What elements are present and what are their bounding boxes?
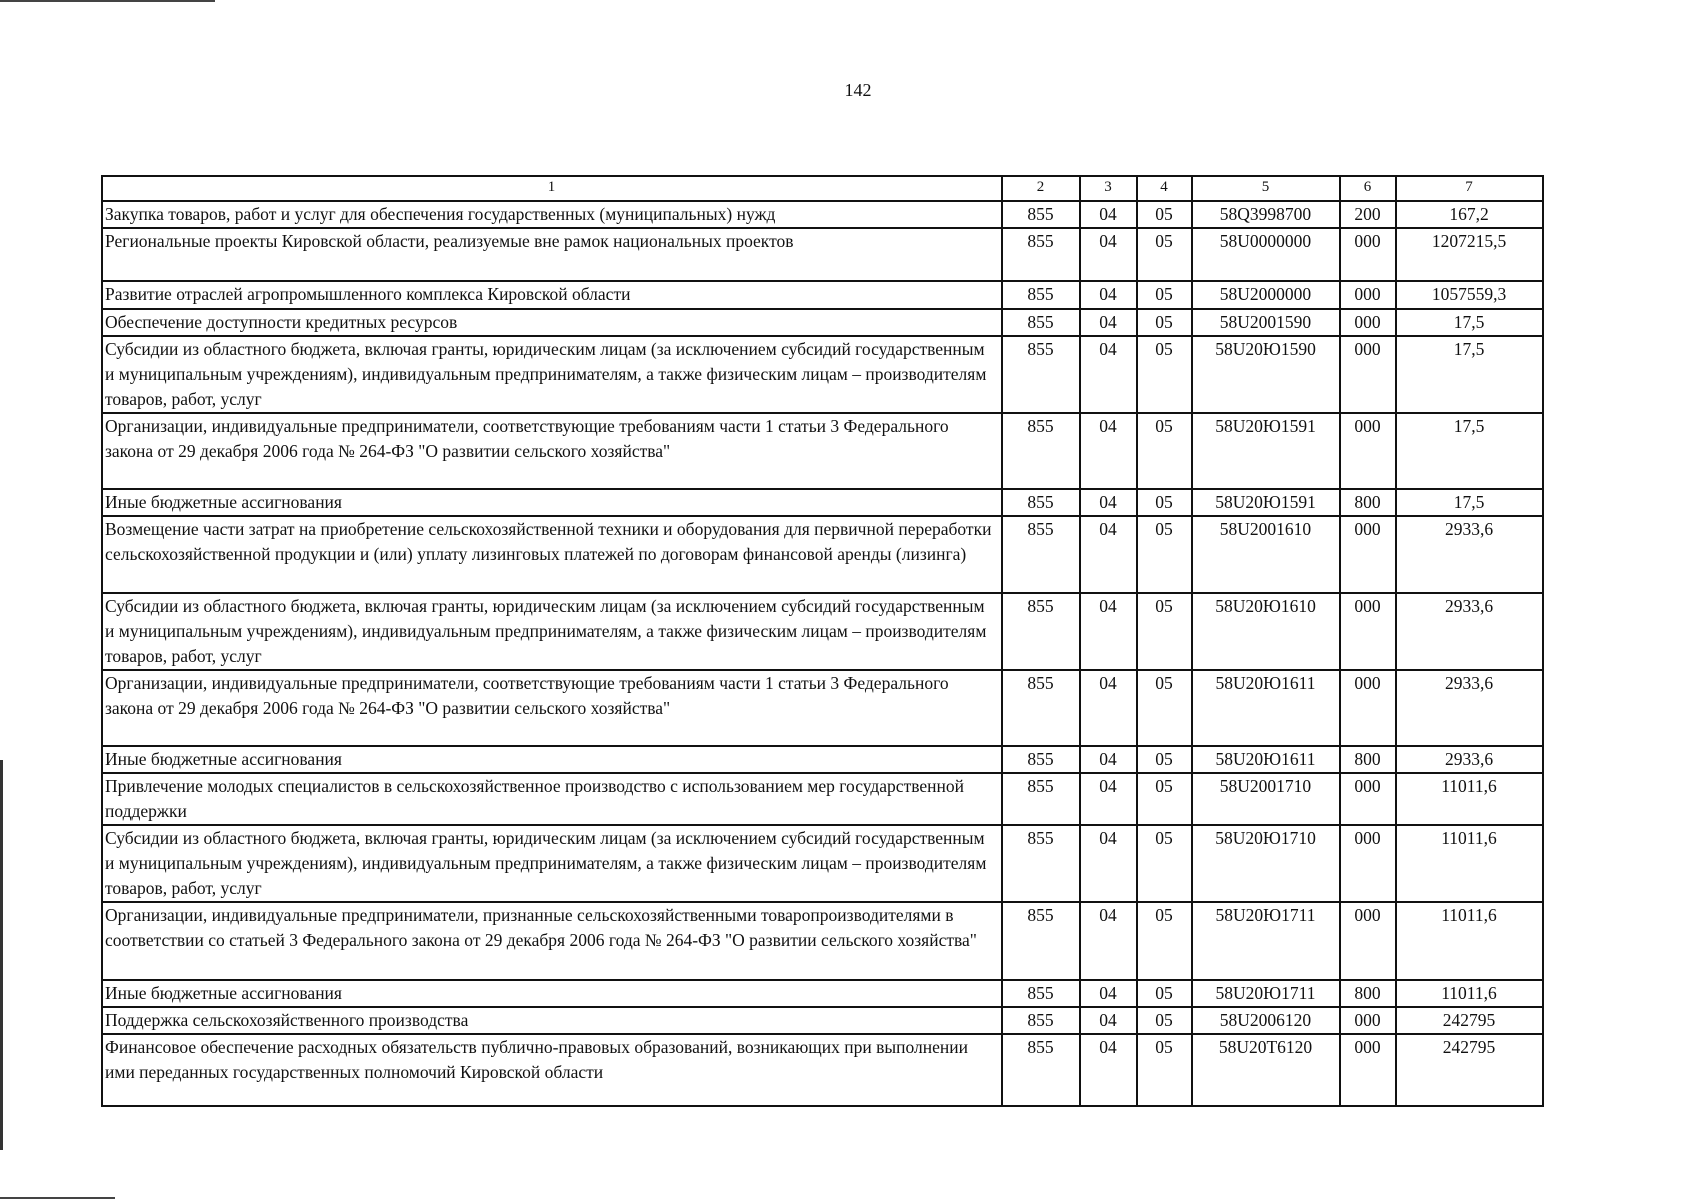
row-amount: 17,5 [1396, 336, 1543, 413]
row-subsection-code: 05 [1137, 413, 1192, 489]
header-cell: 7 [1396, 176, 1543, 201]
row-amount: 242795 [1396, 1007, 1543, 1034]
row-expense-type: 000 [1340, 825, 1396, 902]
table-row [102, 516, 1543, 593]
row-ministry-code: 855 [1002, 201, 1080, 228]
table-row [102, 670, 1543, 746]
row-section-code: 04 [1080, 902, 1137, 980]
row-name: Организации, индивидуальные предприниматели, признанные сельскохозяйственными товаропроизводителями в соответствии со статьей 3 Федерального закона от 29 декабря 2006 года № 264-ФЗ "О развитии сельского хозяйства" [102, 902, 1002, 980]
budget-table [101, 175, 1544, 1107]
row-section-code: 04 [1080, 228, 1137, 281]
table-row [102, 902, 1543, 980]
table-row [102, 746, 1543, 773]
row-target-article: 58U2001710 [1192, 773, 1340, 825]
row-subsection-code: 05 [1137, 336, 1192, 413]
row-amount: 17,5 [1396, 489, 1543, 516]
table-row [102, 336, 1543, 413]
row-name: Возмещение части затрат на приобретение сельскохозяйственной техники и оборудования для первичной переработки сельскохозяйственной продукции и (или) уплату лизинговых платежей по договорам финансовой аренды (лизинга) [102, 516, 1002, 593]
row-expense-type: 000 [1340, 336, 1396, 413]
table-row [102, 593, 1543, 670]
row-section-code: 04 [1080, 489, 1137, 516]
table-header-row [102, 176, 1543, 201]
row-section-code: 04 [1080, 1034, 1137, 1106]
row-expense-type: 000 [1340, 228, 1396, 281]
row-name: Иные бюджетные ассигнования [102, 489, 1002, 516]
row-subsection-code: 05 [1137, 1007, 1192, 1034]
row-target-article: 58U20Ю1711 [1192, 902, 1340, 980]
row-section-code: 04 [1080, 281, 1137, 309]
row-expense-type: 000 [1340, 516, 1396, 593]
row-expense-type: 000 [1340, 1007, 1396, 1034]
table-row [102, 228, 1543, 281]
row-name: Региональные проекты Кировской области, реализуемые вне рамок национальных проектов [102, 228, 1002, 281]
row-subsection-code: 05 [1137, 825, 1192, 902]
row-amount: 11011,6 [1396, 902, 1543, 980]
row-ministry-code: 855 [1002, 902, 1080, 980]
row-subsection-code: 05 [1137, 593, 1192, 670]
row-target-article: 58U20T6120 [1192, 1034, 1340, 1106]
row-amount: 11011,6 [1396, 980, 1543, 1007]
row-ministry-code: 855 [1002, 593, 1080, 670]
row-target-article: 58U20Ю1711 [1192, 980, 1340, 1007]
row-amount: 1207215,5 [1396, 228, 1543, 281]
row-section-code: 04 [1080, 825, 1137, 902]
scan-edge-mark-left [0, 760, 3, 1150]
row-name: Закупка товаров, работ и услуг для обеспечения государственных (муниципальных) нужд [102, 201, 1002, 228]
row-amount: 1057559,3 [1396, 281, 1543, 309]
row-ministry-code: 855 [1002, 980, 1080, 1007]
row-expense-type: 000 [1340, 281, 1396, 309]
table-row [102, 201, 1543, 228]
row-target-article: 58U2001590 [1192, 309, 1340, 336]
table-row [102, 773, 1543, 825]
row-name: Организации, индивидуальные предприниматели, соответствующие требованиям части 1 статьи 3 Федерального закона от 29 декабря 2006 года № 264-ФЗ "О развитии сельского хозяйства" [102, 670, 1002, 746]
row-ministry-code: 855 [1002, 1007, 1080, 1034]
row-amount: 2933,6 [1396, 516, 1543, 593]
row-name: Финансовое обеспечение расходных обязательств публично-правовых образований, возникающих при выполнении ими переданных государственных полномочий Кировской области [102, 1034, 1002, 1106]
table-row [102, 489, 1543, 516]
table-row [102, 281, 1543, 309]
row-subsection-code: 05 [1137, 201, 1192, 228]
row-amount: 11011,6 [1396, 825, 1543, 902]
scan-edge-mark-top [0, 0, 215, 2]
row-target-article: 58U2006120 [1192, 1007, 1340, 1034]
table-row [102, 825, 1543, 902]
row-section-code: 04 [1080, 746, 1137, 773]
row-section-code: 04 [1080, 980, 1137, 1007]
row-subsection-code: 05 [1137, 670, 1192, 746]
row-target-article: 58Q3998700 [1192, 201, 1340, 228]
row-target-article: 58U20Ю1710 [1192, 825, 1340, 902]
row-subsection-code: 05 [1137, 489, 1192, 516]
row-amount: 167,2 [1396, 201, 1543, 228]
row-ministry-code: 855 [1002, 825, 1080, 902]
row-expense-type: 800 [1340, 489, 1396, 516]
row-expense-type: 000 [1340, 670, 1396, 746]
row-amount: 2933,6 [1396, 670, 1543, 746]
row-section-code: 04 [1080, 593, 1137, 670]
row-expense-type: 000 [1340, 593, 1396, 670]
row-ministry-code: 855 [1002, 228, 1080, 281]
table-row [102, 413, 1543, 489]
header-cell: 1 [102, 176, 1002, 201]
row-subsection-code: 05 [1137, 281, 1192, 309]
row-section-code: 04 [1080, 309, 1137, 336]
row-expense-type: 000 [1340, 902, 1396, 980]
row-name: Иные бюджетные ассигнования [102, 746, 1002, 773]
row-subsection-code: 05 [1137, 516, 1192, 593]
row-section-code: 04 [1080, 1007, 1137, 1034]
row-subsection-code: 05 [1137, 980, 1192, 1007]
row-amount: 17,5 [1396, 413, 1543, 489]
row-section-code: 04 [1080, 773, 1137, 825]
row-name: Обеспечение доступности кредитных ресурсов [102, 309, 1002, 336]
row-target-article: 58U2001610 [1192, 516, 1340, 593]
row-section-code: 04 [1080, 336, 1137, 413]
table-row [102, 1034, 1543, 1106]
row-ministry-code: 855 [1002, 1034, 1080, 1106]
row-subsection-code: 05 [1137, 773, 1192, 825]
row-target-article: 58U20Ю1611 [1192, 746, 1340, 773]
row-name: Организации, индивидуальные предприниматели, соответствующие требованиям части 1 статьи 3 Федерального закона от 29 декабря 2006 года № 264-ФЗ "О развитии сельского хозяйства" [102, 413, 1002, 489]
row-name: Субсидии из областного бюджета, включая гранты, юридическим лицам (за исключением субсидий государственным и муниципальным учреждениям), индивидуальным предпринимателям, а также физическим лицам – производителям товаров, работ, услуг [102, 336, 1002, 413]
header-cell: 2 [1002, 176, 1080, 201]
header-cell: 5 [1192, 176, 1340, 201]
row-ministry-code: 855 [1002, 670, 1080, 746]
row-ministry-code: 855 [1002, 281, 1080, 309]
row-ministry-code: 855 [1002, 336, 1080, 413]
row-name: Поддержка сельскохозяйственного производства [102, 1007, 1002, 1034]
row-subsection-code: 05 [1137, 746, 1192, 773]
row-ministry-code: 855 [1002, 309, 1080, 336]
row-target-article: 58U20Ю1591 [1192, 489, 1340, 516]
row-expense-type: 000 [1340, 309, 1396, 336]
row-amount: 2933,6 [1396, 593, 1543, 670]
row-expense-type: 000 [1340, 413, 1396, 489]
row-subsection-code: 05 [1137, 1034, 1192, 1106]
table-row [102, 1007, 1543, 1034]
row-amount: 242795 [1396, 1034, 1543, 1106]
row-ministry-code: 855 [1002, 773, 1080, 825]
row-subsection-code: 05 [1137, 309, 1192, 336]
row-target-article: 58U20Ю1610 [1192, 593, 1340, 670]
row-section-code: 04 [1080, 201, 1137, 228]
header-cell: 6 [1340, 176, 1396, 201]
row-name: Привлечение молодых специалистов в сельскохозяйственное производство с использованием мер государственной поддержки [102, 773, 1002, 825]
table-row [102, 980, 1543, 1007]
row-amount: 11011,6 [1396, 773, 1543, 825]
row-name: Иные бюджетные ассигнования [102, 980, 1002, 1007]
row-section-code: 04 [1080, 413, 1137, 489]
row-amount: 17,5 [1396, 309, 1543, 336]
row-ministry-code: 855 [1002, 413, 1080, 489]
row-expense-type: 000 [1340, 773, 1396, 825]
row-subsection-code: 05 [1137, 228, 1192, 281]
row-expense-type: 200 [1340, 201, 1396, 228]
page-number: 142 [844, 80, 872, 100]
row-section-code: 04 [1080, 670, 1137, 746]
row-expense-type: 000 [1340, 1034, 1396, 1106]
row-section-code: 04 [1080, 516, 1137, 593]
table-row [102, 309, 1543, 336]
scan-edge-mark-bottom [0, 1197, 115, 1199]
row-subsection-code: 05 [1137, 902, 1192, 980]
row-name: Субсидии из областного бюджета, включая гранты, юридическим лицам (за исключением субсидий государственным и муниципальным учреждениям), индивидуальным предпринимателям, а также физическим лицам – производителям товаров, работ, услуг [102, 593, 1002, 670]
row-target-article: 58U2000000 [1192, 281, 1340, 309]
row-target-article: 58U0000000 [1192, 228, 1340, 281]
row-expense-type: 800 [1340, 746, 1396, 773]
row-name: Развитие отраслей агропромышленного комплекса Кировской области [102, 281, 1002, 309]
header-cell: 4 [1137, 176, 1192, 201]
row-target-article: 58U20Ю1590 [1192, 336, 1340, 413]
row-ministry-code: 855 [1002, 489, 1080, 516]
row-ministry-code: 855 [1002, 746, 1080, 773]
row-name: Субсидии из областного бюджета, включая гранты, юридическим лицам (за исключением субсидий государственным и муниципальным учреждениям), индивидуальным предпринимателям, а также физическим лицам – производителям товаров, работ, услуг [102, 825, 1002, 902]
row-amount: 2933,6 [1396, 746, 1543, 773]
row-ministry-code: 855 [1002, 516, 1080, 593]
row-target-article: 58U20Ю1611 [1192, 670, 1340, 746]
header-cell: 3 [1080, 176, 1137, 201]
row-target-article: 58U20Ю1591 [1192, 413, 1340, 489]
row-expense-type: 800 [1340, 980, 1396, 1007]
